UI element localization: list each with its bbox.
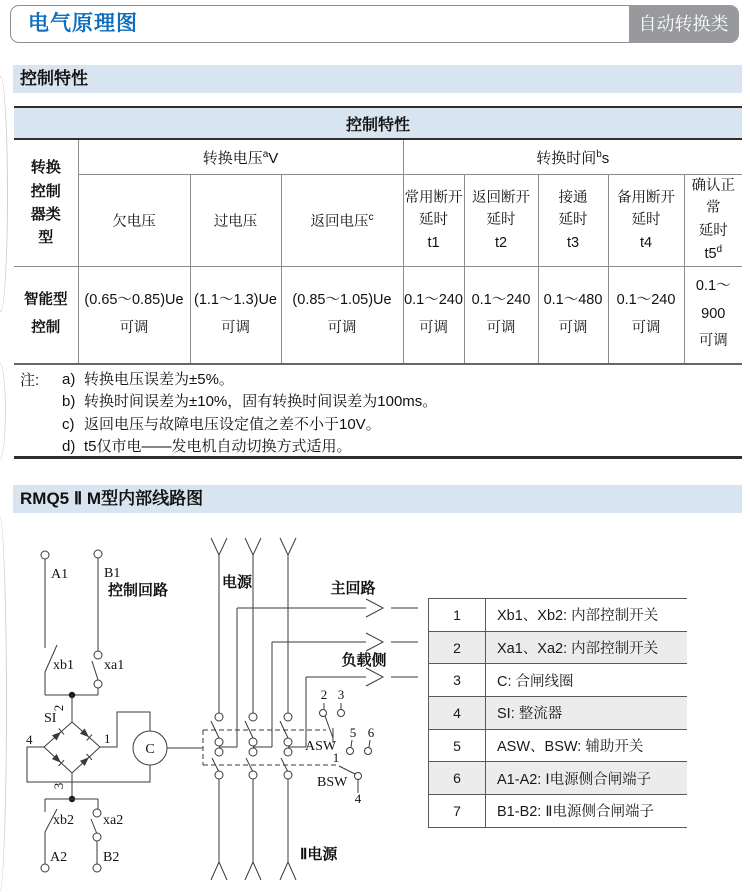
legend-row: 1 Xb1、Xb2: 内部控制开关 bbox=[429, 599, 687, 632]
label-bridge-2: 2 bbox=[51, 704, 66, 712]
note-d: d) t5仅市电——发电机自动切换方式适用。 bbox=[62, 438, 352, 456]
label-xb1: xb1 bbox=[53, 658, 74, 673]
label-A1: A1 bbox=[51, 567, 69, 582]
cell-t3: 0.1〜480 可调 bbox=[538, 266, 608, 364]
legend-row: 7 B1-B2: Ⅱ电源侧合闸端子 bbox=[429, 795, 687, 828]
control-characteristics-table bbox=[14, 106, 742, 365]
label-B1: B1 bbox=[104, 566, 121, 581]
legend-table bbox=[428, 598, 687, 828]
col-header-undervoltage: 欠电压 bbox=[78, 175, 190, 267]
switch-xa2-contact bbox=[93, 833, 101, 841]
note-b: b) 转换时间误差为±10%，固有转换时间误差为100ms。 bbox=[62, 393, 438, 411]
cell-t5: 0.1〜900 可调 bbox=[684, 266, 742, 364]
legend-row: 5 ASW、BSW: 辅助开关 bbox=[429, 730, 687, 763]
label-BSW: BSW bbox=[317, 775, 348, 790]
label-coil-C: C bbox=[145, 742, 155, 757]
label-xa1: xa1 bbox=[104, 658, 125, 673]
label-bsw-terminal-6: 6 bbox=[367, 725, 375, 740]
col-header-t3: 接通 延时 t3 bbox=[538, 175, 608, 267]
section-header-control-characteristics: 控制特性 bbox=[13, 65, 742, 93]
col-header-t5: 确认正常 延时 t5$^d$ bbox=[684, 175, 742, 267]
label-main-circuit: 主回路 bbox=[330, 581, 376, 597]
group-header-transfer-time: 转换时间$^b$s bbox=[403, 139, 742, 175]
note-a: a) 转换电压误差为±5%。 bbox=[62, 371, 234, 388]
label-power-source: 电源 bbox=[221, 575, 253, 591]
legend-row: 3 C: 合闸线圈 bbox=[429, 664, 687, 697]
category-badge: 自动转换类 bbox=[629, 5, 739, 43]
label-SI: SI bbox=[44, 711, 57, 726]
label-asw-terminal-2: 2 bbox=[320, 687, 328, 702]
legend-row: 2 Xa1、Xa2: 内部控制开关 bbox=[429, 632, 687, 665]
col-header-overvoltage: 过电压 bbox=[190, 175, 281, 267]
row-header-intelligent-control: 智能型 控制 bbox=[14, 266, 78, 364]
col-header-t1: 常用断开 延时 t1 bbox=[403, 175, 464, 267]
legend-row: 6 A1-A2: Ⅰ电源侧合闸端子 bbox=[429, 762, 687, 795]
col-header-t2: 返回断开 延时 t2 bbox=[464, 175, 538, 267]
label-bsw-terminal-5: 5 bbox=[349, 725, 357, 740]
label-bridge-3: 3 bbox=[51, 782, 66, 790]
table-caption: 控制特性 bbox=[14, 107, 742, 139]
cell-t1: 0.1〜240 可调 bbox=[403, 266, 464, 364]
label-bsw-terminal-1: 1 bbox=[332, 750, 340, 765]
label-xa2: xa2 bbox=[103, 813, 124, 828]
label-power-source-2: Ⅱ电源 bbox=[300, 847, 338, 863]
cell-t4: 0.1〜240 可调 bbox=[608, 266, 684, 364]
main-circuit-arrow bbox=[237, 599, 418, 617]
col-header-return-voltage: 返回电压$^c$ bbox=[281, 175, 403, 267]
page-title: 电气原理图 bbox=[28, 12, 138, 35]
cell-undervoltage: (0.65〜0.85)Ue 可调 bbox=[78, 266, 190, 364]
main-pole-phase bbox=[280, 538, 306, 880]
notes-label: 注: bbox=[20, 372, 40, 389]
switch-xa1-blade bbox=[92, 661, 98, 680]
switch-xa2-contact bbox=[93, 809, 101, 817]
label-bsw-terminal-4: 4 bbox=[354, 791, 362, 806]
label-B2: B2 bbox=[103, 850, 120, 865]
label-A2: A2 bbox=[50, 850, 68, 865]
label-asw-terminal-3: 3 bbox=[337, 687, 345, 702]
switch-xa1-contact bbox=[94, 651, 102, 659]
terminal-A1 bbox=[41, 551, 49, 559]
col-header-controller-type: 转换 控制 器类 型 bbox=[14, 139, 78, 266]
label-xb2: xb2 bbox=[53, 813, 74, 828]
rectifier-bridge bbox=[44, 722, 100, 773]
page-title-bar bbox=[10, 5, 738, 43]
horizontal-divider bbox=[14, 456, 742, 459]
label-bridge-4: 4 bbox=[26, 732, 33, 747]
terminal-B2 bbox=[93, 864, 101, 872]
page-edge-artifact bbox=[0, 76, 8, 312]
label-control-loop: 控制回路 bbox=[108, 583, 169, 599]
section-header-internal-wiring: RMQ5 Ⅱ M型内部线路图 bbox=[13, 485, 742, 513]
cell-overvoltage: (1.1〜1.3)Ue 可调 bbox=[190, 266, 281, 364]
cell-return-voltage: (0.85〜1.05)Ue 可调 bbox=[281, 266, 403, 364]
label-bridge-1: 1 bbox=[104, 731, 111, 746]
cell-t2: 0.1〜240 可调 bbox=[464, 266, 538, 364]
col-header-t4: 备用断开 延时 t4 bbox=[608, 175, 684, 267]
switch-xa1-contact bbox=[94, 680, 102, 688]
terminal-B1 bbox=[94, 550, 102, 558]
page-edge-artifact bbox=[0, 362, 6, 460]
table-notes bbox=[20, 368, 730, 458]
load-side-arrow bbox=[306, 668, 418, 686]
group-header-transfer-voltage: 转换电压$^a$V bbox=[78, 139, 403, 175]
switch-xa2-blade bbox=[91, 819, 97, 834]
legend-row: 4 SI: 整流器 bbox=[429, 697, 687, 730]
load-side-arrow bbox=[272, 633, 418, 651]
terminal-A2 bbox=[41, 864, 49, 872]
auxiliary-switch-asw bbox=[320, 703, 345, 743]
label-load-side: 负载侧 bbox=[341, 653, 387, 669]
note-c: c) 返回电压与故障电压设定值之差不小于10V。 bbox=[62, 415, 381, 433]
label-ASW: ASW bbox=[305, 739, 337, 754]
